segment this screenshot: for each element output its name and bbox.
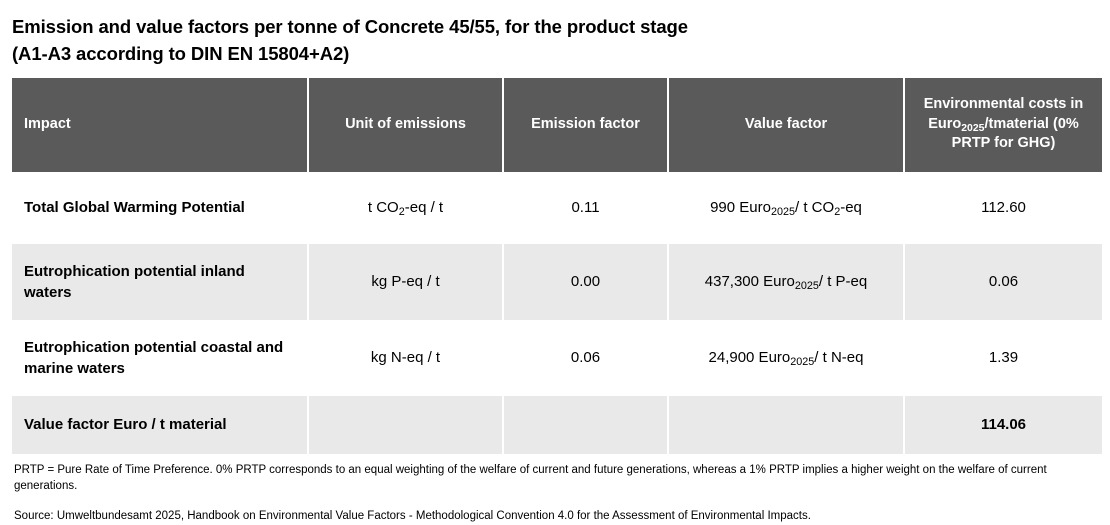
env-costs-unit-text: /tmaterial (0%	[984, 115, 1079, 132]
row-unit-of-emissions	[308, 320, 503, 396]
unit-text: t CO	[367, 199, 399, 217]
value-year-subscript: 2025	[790, 356, 815, 369]
value-text-post: / t P-eq	[818, 273, 868, 291]
value-text-post-2: -eq	[840, 199, 862, 217]
source-note: Source: Umweltbundesamt 2025, Handbook on Environmental Value Factors - Methodological Convention 4.0 for the Assessment of Environmental Impacts.	[14, 509, 811, 522]
page-title	[12, 14, 1100, 68]
table-row	[12, 172, 1102, 244]
value-subscript-2: 2	[834, 206, 841, 219]
env-costs-euro-year: 2025	[961, 122, 985, 134]
row-emission-factor: 0.00	[503, 244, 668, 320]
page-title-line-2: (A1-A3 according to DIN EN 15804+A2)	[12, 42, 350, 64]
column-header-unit-of-emissions: Unit of emissions	[308, 78, 503, 172]
column-header-environmental-costs	[904, 78, 1102, 172]
row-value-factor	[668, 244, 904, 320]
value-year-subscript: 2025	[794, 280, 819, 293]
total-spacer-unit	[308, 396, 503, 454]
value-text-post: / t N-eq	[814, 349, 864, 367]
column-header-impact: Impact	[12, 78, 308, 172]
table-row	[12, 320, 1102, 396]
env-costs-line-1: Environmental costs in	[923, 96, 1084, 113]
env-costs-euro-text: Euro	[928, 115, 962, 132]
row-unit-of-emissions	[308, 244, 503, 320]
table-body	[12, 172, 1102, 454]
table-header-row	[12, 78, 1102, 172]
column-header-emission-factor: Emission factor	[503, 78, 668, 172]
row-environmental-cost: 112.60	[904, 172, 1102, 244]
row-environmental-cost: 0.06	[904, 244, 1102, 320]
unit-text-post: -eq / t	[404, 199, 444, 217]
env-costs-line-3: PRTP for GHG)	[951, 135, 1056, 152]
value-text: 437,300 Euro	[704, 273, 795, 291]
table-total-row	[12, 396, 1102, 454]
row-emission-factor: 0.06	[503, 320, 668, 396]
row-environmental-cost: 1.39	[904, 320, 1102, 396]
footnote-prtp: PRTP = Pure Rate of Time Preference. 0% PRTP corresponds to an equal weighting of the welfare of current and future generations, whereas a 1% PRTP implies a higher weight on the welfare of current generations.	[14, 463, 1047, 493]
total-spacer-value	[668, 396, 904, 454]
total-value: 114.06	[904, 396, 1102, 454]
row-unit-of-emissions	[308, 172, 503, 244]
value-text-post: / t CO	[795, 199, 835, 217]
value-year-subscript: 2025	[770, 206, 796, 219]
total-spacer-emission	[503, 396, 668, 454]
row-impact-label: Total Global Warming Potential	[12, 172, 308, 244]
table-header	[12, 78, 1102, 172]
column-header-value-factor: Value factor	[668, 78, 904, 172]
value-text: 24,900 Euro	[708, 349, 791, 367]
row-impact-label: Eutrophication potential coastal and marine waters	[12, 320, 308, 396]
total-label: Value factor Euro / t material	[12, 396, 308, 454]
page-title-line-1: Emission and value factors per tonne of Concrete 45/55, for the product stage	[12, 16, 688, 37]
unit-subscript: 2	[398, 206, 405, 219]
row-emission-factor: 0.11	[503, 172, 668, 244]
unit-text: kg N-eq / t	[370, 349, 441, 367]
value-text: 990 Euro	[710, 199, 771, 217]
env-costs-line-2	[928, 116, 1079, 132]
table-row	[12, 244, 1102, 320]
row-impact-label: Eutrophication potential inland waters	[12, 244, 308, 320]
emission-value-factors-table	[12, 78, 1102, 454]
unit-text: kg P-eq / t	[371, 273, 440, 291]
row-value-factor	[668, 320, 904, 396]
row-value-factor	[668, 172, 904, 244]
